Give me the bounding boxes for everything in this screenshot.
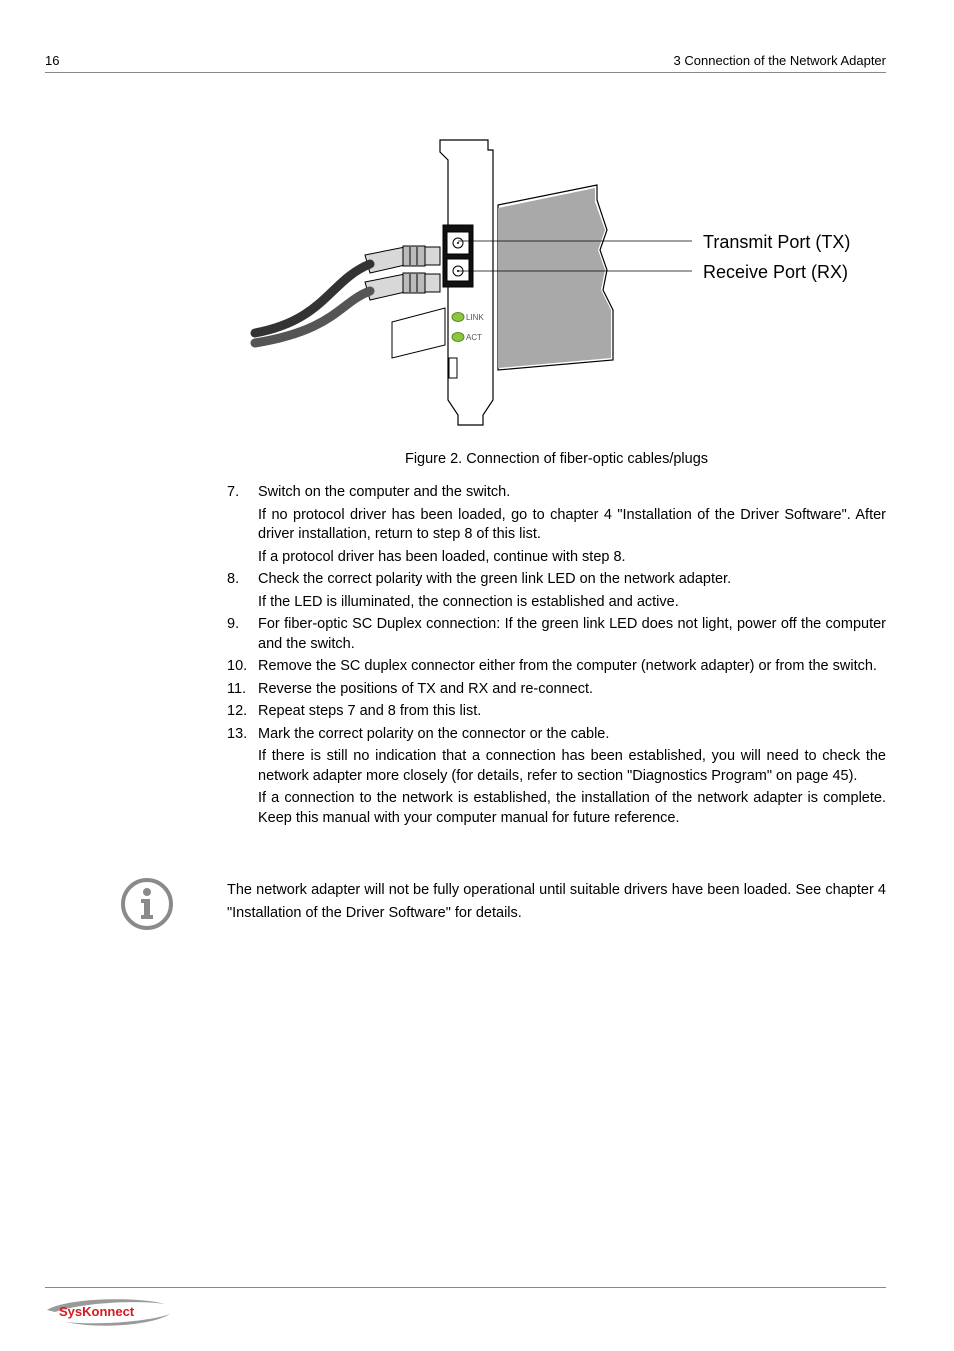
step-item [227, 702, 886, 722]
led-act-label: ACT [466, 333, 482, 342]
info-icon [118, 875, 176, 933]
rx-label: Receive Port (RX) [703, 262, 849, 282]
step-number: 9. [227, 616, 240, 632]
step-number: 8. [227, 571, 240, 587]
step-number: 10. [227, 658, 248, 674]
step-text: Switch on the computer and the switch. [258, 484, 511, 500]
step-text: Reverse the positions of TX and RX and re-connect. [258, 680, 594, 697]
led-link-label: LINK [466, 313, 484, 322]
step-item [227, 483, 886, 503]
step-text: For fiber-optic SC Duplex connection: If the green link LED does not light, power off the computer and the switch. [258, 616, 886, 652]
step-item [227, 725, 886, 745]
step-item [227, 615, 886, 654]
step-item [227, 680, 886, 700]
step-number: 13. [227, 725, 248, 742]
step-text: Check the correct polarity with the green link LED on the network adapter. [258, 571, 732, 587]
step-number: 7. [227, 484, 240, 500]
step-number: 11. [227, 680, 247, 697]
step-number: 12. [227, 703, 248, 719]
step-text: Remove the SC duplex connector either from the computer (network adapter) or from the switch. [258, 658, 877, 674]
step-item [227, 657, 886, 677]
steps-list [227, 483, 886, 831]
syskonnect-logo [45, 1296, 175, 1328]
figure-caption: Figure 2. Connection of fiber-optic cables/plugs [404, 451, 709, 467]
step-detail: If no protocol driver has been loaded, go to chapter 4 "Installation of the Driver Software". After driver installation, return to step 8 of this list. [258, 506, 886, 542]
step-text: Mark the correct polarity on the connector or the cable. [258, 725, 610, 742]
step-detail: If there is still no indication that a connection has been established, you will need to check the network adapter more closely (for details, refer to section "Diagnostics Program" on page 45). [258, 748, 886, 784]
tx-label: Transmit Port (TX) [703, 232, 851, 252]
step-detail: If a connection to the network is established, the installation of the network adapter is complete. Keep this manual with your computer manual for future reference. [258, 790, 886, 826]
page-number: 16 [45, 53, 60, 68]
header-rule [45, 72, 886, 73]
logo-text: SysKonnect [59, 1304, 135, 1319]
note-text: The network adapter will not be fully operational until suitable drivers have been loaded. See chapter 4 "Installation of the Driver Software" for details. [227, 882, 886, 921]
step-detail: If a protocol driver has been loaded, continue with step 8. [258, 548, 626, 565]
fiber-cable-rx [255, 291, 370, 343]
link-led [452, 313, 464, 322]
step-text: Repeat steps 7 and 8 from this list. [258, 703, 482, 719]
act-led [452, 333, 464, 342]
footer-rule [45, 1287, 886, 1288]
fiber-connection-figure [245, 130, 885, 430]
chapter-title: 3 Connection of the Network Adapter [673, 53, 886, 68]
step-item [227, 570, 886, 590]
sc-duplex-connector [365, 246, 440, 300]
step-detail: If the LED is illuminated, the connection is established and active. [258, 593, 679, 610]
